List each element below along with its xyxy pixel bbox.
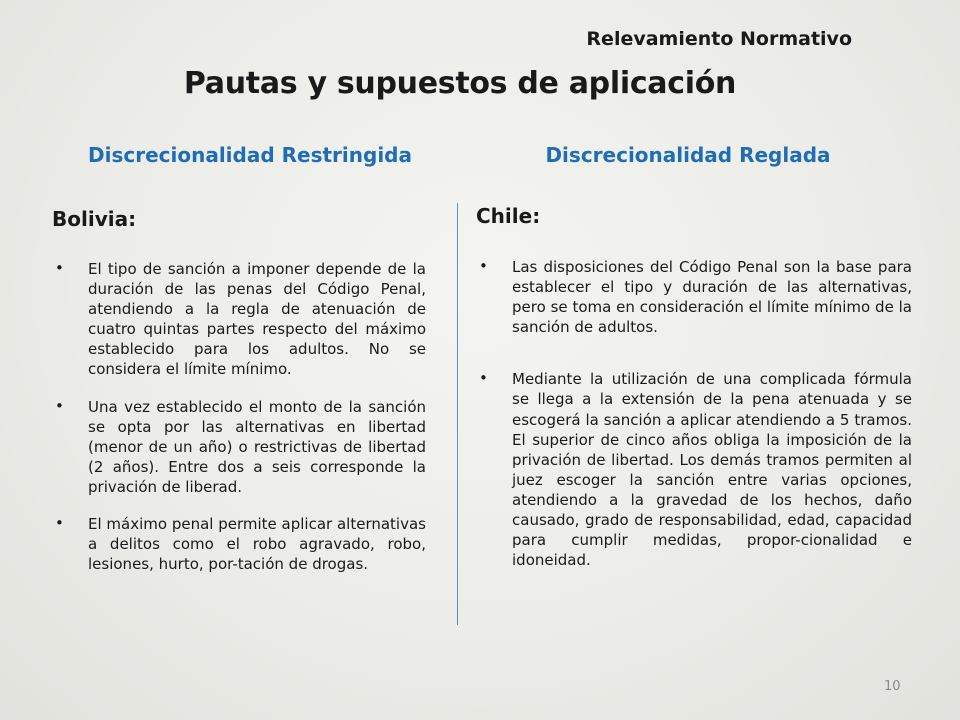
right-bullet-list (476, 257, 912, 570)
list-item (476, 257, 912, 337)
bullet-icon: • (479, 369, 488, 388)
bullet-text: Mediante la utilización de una complicada fórmula se llega a la extensión de la pena atenuada y se escogerá la sanción a aplicar atendiendo a 5 tramos. El superior de cinco años obliga la imposición de la privación de libertad. Los demás tramos permiten al juez escoger la sanción entre varias opciones, atendiendo a la gravedad de los hechos, daño causado, grado de responsabilidad, edad, capacidad para cumplir medidas, propor-cionalidad e idoneidad. (512, 370, 912, 570)
right-column-heading: Discrecionalidad Reglada (545, 143, 831, 167)
country-chile: Chile: (476, 204, 541, 228)
bullet-icon: • (55, 396, 64, 415)
left-bullet-list (52, 259, 426, 591)
column-divider (457, 203, 458, 625)
bullet-icon: • (479, 257, 488, 275)
bullet-icon: • (55, 259, 64, 277)
bullet-text: El tipo de sanción a imponer depende de la duración de las penas del Código Penal, atendiendo a la regla de atenuación de cuatro quintas partes respecto del máximo establecido para los adultos. No se considera el límite mínimo. (88, 260, 426, 379)
country-bolivia: Bolivia: (52, 207, 137, 231)
list-item (52, 397, 426, 497)
list-item (52, 514, 426, 574)
bullet-icon: • (55, 514, 64, 533)
bullet-text: El máximo penal permite aplicar alternativas a delitos como el robo agravado, robo, lesiones, hurto, por-tación de drogas. (88, 515, 426, 574)
left-column-heading: Discrecionalidad Restringida (87, 143, 412, 167)
slide-title: Pautas y supuestos de aplicación (183, 66, 737, 101)
bullet-text: Las disposiciones del Código Penal son la base para establecer el tipo y duración de las alternativas, pero se toma en consideración el límite mínimo de la sanción de adultos. (512, 258, 912, 337)
list-item (52, 259, 426, 380)
page-number: 10 (884, 679, 901, 694)
bullet-text: Una vez establecido el monto de la sanción se opta por las alternativas en libertad (menor de un año) o restrictivas de libertad (2 años). Entre dos a seis corresponde la privación de liberad. (88, 397, 426, 496)
list-item (476, 369, 912, 570)
section-label: Relevamiento Normativo (586, 28, 852, 50)
